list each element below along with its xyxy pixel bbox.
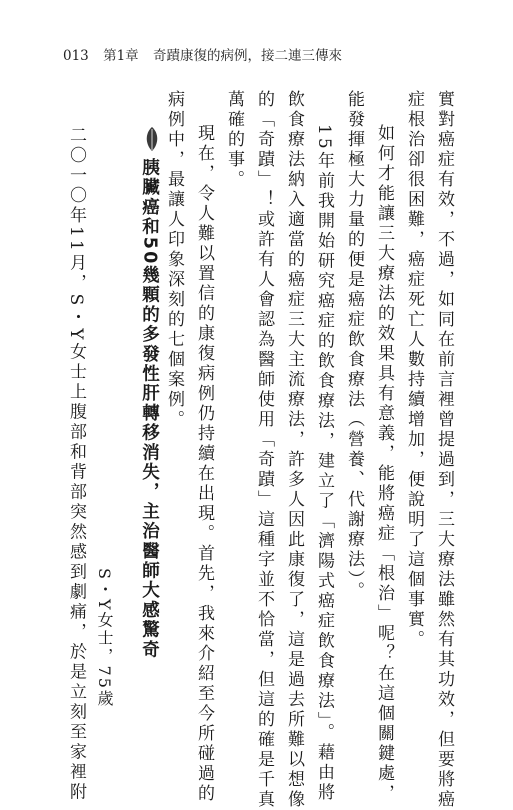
patient-info: S・Y女士，75歲 <box>95 568 114 708</box>
paragraph-line: 的「奇蹟」！或許有人會認為醫師使用「奇蹟」這種字並不恰當，但這的確是千真 <box>254 90 274 810</box>
paragraph-line: 15年前我開始研究癌症的飲食療法，建立了「濟陽式癌症飲食療法」。藉由將 <box>314 124 334 804</box>
case-heading: 胰臟癌和50幾顆的多發性肝轉移消失，主治醫師大感驚奇 <box>139 158 160 660</box>
paragraph-line: 如何才能讓三大療法的效果具有意義，能將癌症「根治」呢？在這個關鍵處， <box>374 124 394 804</box>
paragraph-line: 實對癌症有效，不過，如同在前言裡曾提過到，三大療法雖然有其功效，但要將癌 <box>434 90 454 810</box>
paragraph-line: 飲食療法納入適當的癌症三大主流療法，許多人因此康復了，這是過去所難以想像 <box>284 90 304 810</box>
running-header <box>63 44 342 64</box>
page-number: 013 <box>63 48 89 64</box>
chapter-title: 奇蹟康復的病例，接二連三傳來 <box>152 48 342 64</box>
paragraph-line: 症根治卻很困難，癌症死亡人數持續增加，便說明了這個事實。 <box>404 90 424 650</box>
leaf-icon <box>144 126 160 152</box>
paragraph-line: 能發揮極大力量的便是癌症飲食療法（營養、代謝療法）。 <box>344 90 364 602</box>
chapter-label: 第1章 <box>103 48 139 64</box>
paragraph-line: 現在，令人難以置信的康復病例仍持續在出現。首先，我來介紹至今所碰過的 <box>194 124 214 804</box>
paragraph-line: 病例中，最讓人印象深刻的七個案例。 <box>164 90 184 430</box>
case-body-line: 二〇一〇年11月，S・Y女士上腹部和背部突然感到劇痛，於是立刻至家裡附 <box>66 126 86 803</box>
paragraph-line: 萬確的事。 <box>224 90 244 190</box>
